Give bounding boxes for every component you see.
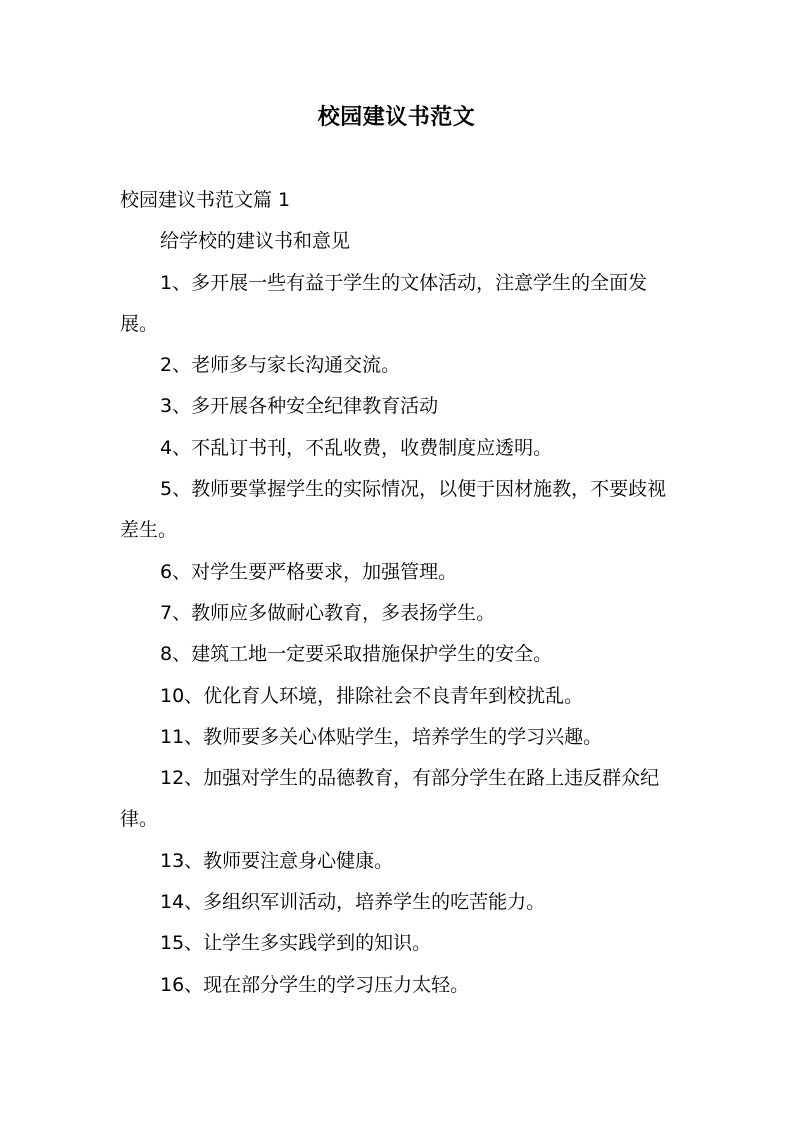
list-item: 1、多开展一些有益于学生的文体活动，注意学生的全面发展。 — [120, 271, 648, 335]
list-item: 13、教师要注意身心健康。 — [160, 849, 394, 872]
document-body — [120, 180, 680, 1006]
section-heading: 校园建议书范文篇 1 — [120, 189, 291, 211]
document-title: 校园建议书范文 — [317, 105, 476, 130]
list-item: 8、建筑工地一定要采取措施保护学生的安全。 — [160, 643, 553, 666]
list-item: 11、教师要多关心体贴学生，培养学生的学习兴趣。 — [160, 725, 603, 748]
intro-paragraph: 给学校的建议书和意见 — [160, 230, 351, 253]
list-item: 3、多开展各种安全纪律教育活动 — [160, 395, 439, 418]
list-item: 10、优化育人环境，排除社会不良青年到校扰乱。 — [160, 684, 584, 707]
list-item: 12、加强对学生的品德教育，有部分学生在路上违反群众纪律。 — [120, 767, 660, 831]
list-item: 15、让学生多实践学到的知识。 — [160, 932, 432, 955]
list-item: 16、现在部分学生的学习压力太轻。 — [160, 973, 470, 996]
list-item: 14、多组织军训活动，培养学生的吃苦能力。 — [160, 891, 546, 914]
list-item: 5、教师要掌握学生的实际情况，以便于因材施教，不要歧视差生。 — [120, 478, 667, 542]
list-item: 2、老师多与家长沟通交流。 — [160, 354, 401, 377]
list-item: 4、不乱订书刊，不乱收费，收费制度应透明。 — [160, 436, 553, 459]
list-item: 7、教师应多做耐心教育，多表扬学生。 — [160, 601, 496, 624]
list-item: 6、对学生要严格要求，加强管理。 — [160, 560, 458, 583]
